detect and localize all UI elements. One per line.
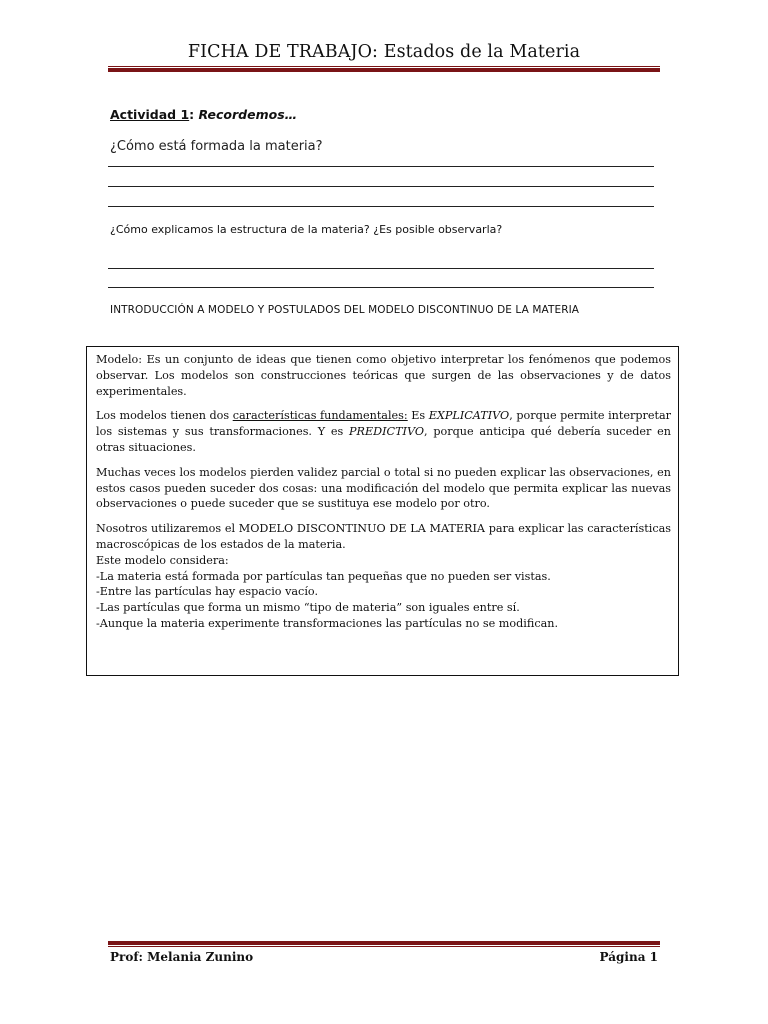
paragraph-characteristics <box>96 408 671 455</box>
answer-line <box>108 287 654 288</box>
list-intro: Este modelo considera: <box>96 553 229 567</box>
answer-line <box>108 166 654 167</box>
activity-heading <box>110 107 297 122</box>
text-span: Los modelos tienen dos <box>96 409 233 423</box>
text-span-underlined: características fundamentales: <box>232 409 408 423</box>
model-info-box <box>86 346 679 676</box>
activity-colon: : <box>189 107 199 122</box>
footer-page-number: Página 1 <box>599 950 658 964</box>
text-span: , porque anticipa qué debería suceder en otras situaciones. <box>96 425 671 454</box>
answer-line <box>108 206 654 207</box>
text-span: , porque permite interpretar los sistemas y sus transformaciones. Y es <box>96 409 672 439</box>
header-rule-thick <box>108 68 660 72</box>
text-span-italic: EXPLICATIVO <box>428 409 510 423</box>
list-item: -Aunque la materia experimente transformaciones las partículas no se modifican. <box>96 616 559 630</box>
answer-line <box>108 186 654 187</box>
paragraph-discontinuous-model: Nosotros utilizaremos el MODELO DISCONTINUO DE LA MATERIA para explicar las características macroscópicas de los estados de la materia. <box>96 522 671 551</box>
question-1: ¿Cómo está formada la materia? <box>110 139 323 154</box>
text-span-italic: PREDICTIVO <box>349 425 425 439</box>
intro-heading: INTRODUCCIÓN A MODELO Y POSTULADOS DEL MODELO DISCONTINUO DE LA MATERIA <box>110 304 580 316</box>
activity-subtitle: Recordemos… <box>198 107 298 122</box>
paragraph-model-definition: Modelo: Es un conjunto de ideas que tienen como objetivo interpretar los fenómenos que podemos observar. Los modelos son construcciones teóricas que surgen de las observaciones y de datos experimentales. <box>96 353 671 398</box>
page-header-title: FICHA DE TRABAJO: Estados de la Materia <box>187 42 581 62</box>
footer-rule-thick <box>108 941 660 945</box>
footer-rule-thin <box>108 946 660 947</box>
paragraph-validity: Muchas veces los modelos pierden validez parcial o total si no pueden explicar las observaciones, en estos casos pueden suceder dos cosas: una modificación del modelo que permita explicar las nuevas observaciones o puede suceder que se sustituya ese modelo por otro. <box>96 465 671 511</box>
text-span: Es <box>407 409 429 423</box>
question-2: ¿Cómo explicamos la estructura de la materia? ¿Es posible observarla? <box>110 223 503 236</box>
footer-author: Prof: Melania Zunino <box>110 950 254 964</box>
activity-label: Actividad 1 <box>110 107 190 122</box>
list-item: -Entre las partículas hay espacio vacío. <box>96 585 318 599</box>
list-item: -Las partículas que forma un mismo “tipo de materia” son iguales entre sí. <box>96 601 520 615</box>
answer-line <box>108 268 654 269</box>
header-rule-thin <box>108 66 660 67</box>
list-item: -La materia está formada por partículas tan pequeñas que no pueden ser vistas. <box>96 569 551 583</box>
